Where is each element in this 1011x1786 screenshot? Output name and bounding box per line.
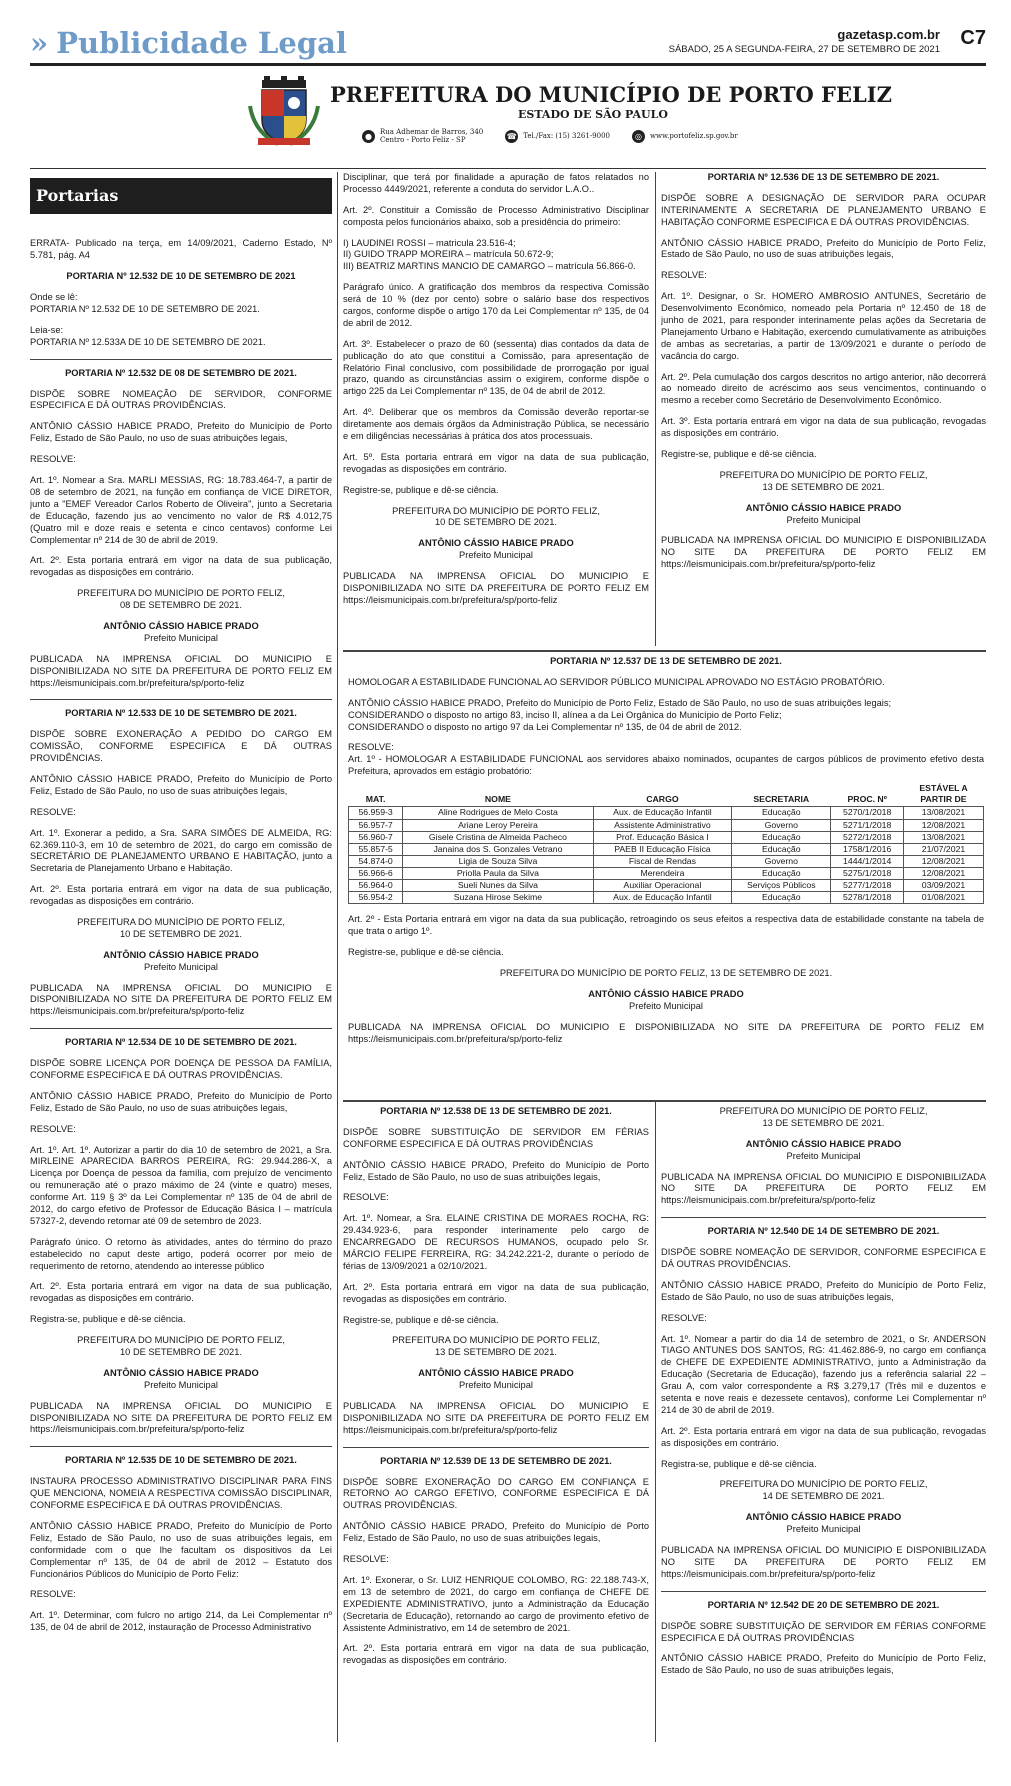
leia-se: Leia-se: PORTARIA Nº 12.533A DE 10 DE SETEMBRO DE 2021. bbox=[30, 324, 266, 347]
location-pin-icon: ● bbox=[362, 130, 375, 143]
article: RESOLVE: Art. 1º - HOMOLOGAR A ESTABILIDADE FUNCIONAL aos servidores abaixo nominados, ocupantes de cargos públicos de provimento efetivo desta Prefeitura, aprovados em estágio probatório: bbox=[348, 742, 984, 777]
address bbox=[362, 128, 483, 144]
divider bbox=[30, 168, 986, 169]
article: Art. 1º. Exonerar a pedido, a Sra. SARA SIMÕES DE ALMEIDA, RG: 62.369.110-3, em 10 de setembro de 2021, do cargo em comissão de SECRETÁRIO DE PLANEJAMENTO URBANO E HABITAÇÃO, junto a Secretaria de Planejamento Urbano e Habitação. bbox=[30, 827, 332, 874]
table-header-row bbox=[349, 782, 984, 807]
cell-proc: 1758/1/2016 bbox=[831, 843, 904, 855]
closing: Registra-se, publique e dê-se ciência. bbox=[661, 1458, 817, 1469]
article: Art. 1º. Exonerar, o Sr. LUIZ HENRIQUE COLOMBO, RG: 22.188.743-X, em 13 de setembro de 2021, do cargo em confiança de CHEFE DE EXPEDIENTE ADMINISTRATIVO, junto a Administração da Educação (Secretaria de Educação), retornando ao cargo de provimento efetivo de Assistente Administrativo, em 14 de setembro de 2021. bbox=[343, 1574, 649, 1633]
ementa: DISPÕE SOBRE NOMEAÇÃO DE SERVIDOR, CONFORME ESPECIFICA E DÁ OUTRAS PROVIDÊNCIAS. bbox=[661, 1247, 986, 1270]
cell-secretaria: Serviços Públicos bbox=[732, 880, 831, 892]
signer-role: Prefeito Municipal bbox=[459, 1380, 533, 1391]
cell-mat: 56.959-3 bbox=[349, 807, 403, 819]
place-date: PREFEITURA DO MUNICÍPIO DE PORTO FELIZ, 13 DE SETEMBRO DE 2021. bbox=[499, 968, 833, 979]
cell-estavel: 12/08/2021 bbox=[904, 855, 984, 867]
phone-icon: ☎ bbox=[506, 131, 517, 141]
cell-estavel: 21/07/2021 bbox=[904, 843, 984, 855]
portaria-heading: PORTARIA Nº 12.532 DE 10 DE SETEMBRO DE 2021 bbox=[66, 271, 296, 282]
publication-note: PUBLICADA NA IMPRENSA OFICIAL DO MUNICIPIO E DISPONIBILIZADA NO SITE DA PREFEITURA DE PORTO FELIZ EM https://leismunicipais.com.br/prefeitura/sp/porto-feliz bbox=[348, 1021, 984, 1044]
portaria-heading: PORTARIA Nº 12.542 DE 20 DE SETEMBRO DE 2021. bbox=[707, 1599, 940, 1610]
cell-estavel: 13/08/2021 bbox=[904, 831, 984, 843]
closing: Registre-se, publique e dê-se ciência. bbox=[661, 449, 817, 460]
preamble: ANTÔNIO CÁSSIO HABICE PRADO, Prefeito do Município de Porto Feliz, Estado de São Paulo, no uso de suas atribuições legais, bbox=[30, 1090, 332, 1113]
signer-role: Prefeito Municipal bbox=[144, 1379, 218, 1390]
paragraph: Parágrafo único. O retorno às atividades, antes do término do prazo estabelecido no caput deste artigo, poderá ocorrer por meio de requerimento de retorno, atendendo ao interesse público bbox=[30, 1236, 332, 1271]
column-3-bottom bbox=[661, 1106, 986, 1742]
signer-name: ANTÔNIO CÁSSIO HABICE PRADO bbox=[745, 1138, 902, 1149]
preamble: ANTÔNIO CÁSSIO HABICE PRADO, Prefeito do Município de Porto Feliz, Estado de São Paulo, no uso de suas atribuições legais, em conformidade com o que lhe facultam os dispositivos da Lei Complementar nº 135, de 04 de abril de 2012 – Estatuto dos Funcionários Públicos do Município de Porto Feliz: bbox=[30, 1520, 332, 1579]
column-2-bottom bbox=[343, 1106, 649, 1742]
cell-proc: 5277/1/2018 bbox=[831, 880, 904, 892]
signer-role: Prefeito Municipal bbox=[144, 632, 218, 643]
cell-cargo: Assistente Administrativo bbox=[593, 819, 732, 831]
signer-role: Prefeito Municipal bbox=[786, 514, 861, 525]
resolve: RESOLVE: bbox=[30, 1589, 76, 1600]
cell-proc: 1444/1/2014 bbox=[831, 855, 904, 867]
cell-cargo: Aux. de Educação Infantil bbox=[593, 807, 732, 819]
preamble: ANTÔNIO CÁSSIO HABICE PRADO, Prefeito do Município de Porto Feliz, Estado de São Paulo, no uso de suas atribuições legais; CONSIDERANDO o disposto no artigo 83, inciso II, alínea a da Lei Orgânica do Município de Porto Feliz; CONSIDERANDO o disposto no artigo 97 da Lei Complementar nº 135, de 04 de abril de 2012. bbox=[348, 697, 892, 732]
globe-icon: ◎ bbox=[632, 130, 645, 143]
table-row bbox=[349, 868, 984, 880]
cell-nome: Gisele Cristina de Almeida Pacheco bbox=[403, 831, 593, 843]
place-date: PREFEITURA DO MUNICÍPIO DE PORTO FELIZ, 10 DE SETEMBRO DE 2021. bbox=[77, 1335, 285, 1358]
cell-mat: 55.857-5 bbox=[349, 843, 403, 855]
cell-secretaria: Educação bbox=[732, 843, 831, 855]
article: Art. 2º. Esta portaria entrará em vigor na data de sua publicação, revogadas as disposições em contrário. bbox=[661, 1425, 986, 1448]
cell-proc: 5278/1/2018 bbox=[831, 892, 904, 904]
article: Art. 2º. Pela cumulação dos cargos descritos no artigo anterior, não decorrerá ao nomeado direito de acréscimo aos seus vencimentos, continuando o mesmo a receber como Secretário de Desenvolvimento Econômico. bbox=[661, 371, 986, 406]
preamble: ANTÔNIO CÁSSIO HABICE PRADO, Prefeito do Município de Porto Feliz, Estado de São Paulo, no uso de suas atribuições legais, bbox=[661, 1653, 986, 1676]
cell-mat: 56.960-7 bbox=[349, 831, 403, 843]
cell-nome: Suzana Hirose Sekime bbox=[403, 892, 593, 904]
publication-note: PUBLICADA NA IMPRENSA OFICIAL DO MUNICIPIO E DISPONIBILIZADA NO SITE DA PREFEITURA DE PORTO FELIZ EM https://leismunicipais.com.br/prefeitura/sp/porto-feliz bbox=[661, 1171, 986, 1206]
paragraph: Parágrafo único. A gratificação dos membros da respectiva Comissão será de 10 % (dez por cento) sobre o salário base dos respectivos cargos, conforme dispõe o artigo 170 da Lei Complementar nº 135, de 04 de abril de 2012. bbox=[343, 282, 649, 328]
article: Art. 3º. Esta portaria entrará em vigor na data de sua publicação, revogadas as disposições em contrário. bbox=[661, 416, 986, 439]
cell-proc: 5271/1/2018 bbox=[831, 819, 904, 831]
article: Art. 2º. Esta portaria entrará em vigor na data de sua publicação, revogadas as disposições em contrário. bbox=[30, 1281, 332, 1304]
closing: Registre-se, publique e dê-se ciência. bbox=[343, 484, 499, 495]
column-rule bbox=[655, 1102, 656, 1742]
cell-proc: 5272/1/2018 bbox=[831, 831, 904, 843]
article: Art. 4º. Deliberar que os membros da Comissão deverão reportar-se diretamente aos demais órgãos da Administração Pública, se necessário e em diligências necessárias à prática dos atos processuais. bbox=[343, 407, 649, 442]
preamble: ANTÔNIO CÁSSIO HABICE PRADO, Prefeito do Município de Porto Feliz, Estado de São Paulo, no uso de suas atribuições legais, bbox=[30, 421, 332, 444]
prefeitura-title: PREFEITURA DO MUNICÍPIO DE PORTO FELIZ bbox=[330, 82, 892, 107]
col-mat: MAT. bbox=[365, 794, 386, 805]
article: Art. 5º. Esta portaria entrará em vigor na data de sua publicação, revogadas as disposições em contrário. bbox=[343, 451, 649, 474]
cell-mat: 56.954-2 bbox=[349, 892, 403, 904]
cell-estavel: 12/08/2021 bbox=[904, 868, 984, 880]
preamble: ANTÔNIO CÁSSIO HABICE PRADO, Prefeito do Município de Porto Feliz, Estado de São Paulo, no uso de suas atribuições legais, bbox=[30, 773, 332, 796]
cell-mat: 56.964-0 bbox=[349, 880, 403, 892]
signer-role: Prefeito Municipal bbox=[629, 1000, 703, 1011]
resolve: RESOLVE: bbox=[30, 1123, 76, 1134]
ementa: DISPÕE SOBRE SUBSTITUIÇÃO DE SERVIDOR EM FÉRIAS CONFORME ESPECIFICA E DÁ OUTRAS PROVIDÊNCIAS bbox=[661, 1620, 986, 1643]
masthead bbox=[30, 22, 986, 66]
col-cargo: CARGO bbox=[646, 794, 679, 805]
article: Art. 2º. Esta portaria entrará em vigor na data de sua publicação, revogadas as disposições em contrário. bbox=[30, 884, 332, 907]
column-rule bbox=[337, 172, 338, 1742]
resolve: RESOLVE: bbox=[661, 270, 707, 281]
cell-nome: Ariane Leroy Pereira bbox=[403, 819, 593, 831]
site-url: gazetasp.com.br bbox=[837, 27, 940, 42]
cell-nome: Aline Rodrigues de Melo Costa bbox=[403, 807, 593, 819]
article: Art. 1º. Nomear, a Sra. ELAINE CRISTINA DE MORAES ROCHA, RG: 29.434.923-6, para responder interinamente pelo cargo de ENCARREGADO DE RECURSOS HUMANOS, ocupado pelo Sr. MÁRCIO FELIPE FERREIRA, RG: 34.242.221-2, durante o período de férias de 13/09/2021 a 02/10/2021. bbox=[343, 1213, 649, 1271]
portaria-heading: PORTARIA Nº 12.540 DE 14 DE SETEMBRO DE 2021. bbox=[707, 1226, 940, 1237]
table-body bbox=[349, 807, 984, 904]
phone-text: Tel./Fax: (15) 3261-9000 bbox=[523, 132, 610, 140]
signer-role: Prefeito Municipal bbox=[144, 961, 218, 972]
article: Art. 2º - Esta Portaria entrará em vigor na data da sua publicação, retroagindo os seus efeitos a respectiva data de estabilidade constante na tabela de que trata o artigo 1º. bbox=[348, 914, 984, 937]
portaria-heading: PORTARIA Nº 12.533 DE 10 DE SETEMBRO DE 2021. bbox=[65, 708, 297, 719]
cell-estavel: 13/08/2021 bbox=[904, 807, 984, 819]
cell-secretaria: Educação bbox=[732, 868, 831, 880]
ementa: DISPÕE SOBRE NOMEAÇÃO DE SERVIDOR, CONFORME ESPECIFICA E DÁ OUTRAS PROVIDÊNCIAS. bbox=[30, 388, 332, 411]
article: Art. 2º. Esta portaria entrará em vigor na data de sua publicação, revogadas as disposições em contrário. bbox=[343, 1281, 649, 1304]
signer-role: Prefeito Municipal bbox=[459, 550, 533, 561]
closing: Registre-se, publique e dê-se ciência. bbox=[343, 1314, 499, 1325]
portaria-heading: PORTARIA Nº 12.535 DE 10 DE SETEMBRO DE 2021. bbox=[65, 1455, 297, 1466]
cell-secretaria: Governo bbox=[732, 819, 831, 831]
cell-cargo: PAEB II Educação Física bbox=[593, 843, 732, 855]
publication-note: PUBLICADA NA IMPRENSA OFICIAL DO MUNICIPIO E DISPONIBILIZADA NO SITE DA PREFEITURA DE PORTO FELIZ EM https://leismunicipais.com.br/prefeitura/sp/porto-feliz bbox=[30, 1400, 332, 1435]
portaria-heading: PORTARIA Nº 12.537 DE 13 DE SETEMBRO DE 2021. bbox=[550, 656, 782, 666]
stability-table bbox=[348, 782, 984, 904]
divider bbox=[30, 1028, 332, 1029]
table-row bbox=[349, 807, 984, 819]
cell-estavel: 01/08/2021 bbox=[904, 892, 984, 904]
closing: Registre-se, publique e dê-se ciência. bbox=[348, 947, 504, 958]
cell-nome: Priolla Paula da Silva bbox=[403, 868, 593, 880]
cell-cargo: Merendeira bbox=[593, 868, 732, 880]
table-row bbox=[349, 831, 984, 843]
resolve: RESOLVE: bbox=[661, 1312, 707, 1323]
signer-name: ANTÔNIO CÁSSIO HABICE PRADO bbox=[588, 988, 744, 999]
cell-mat: 54.874-0 bbox=[349, 855, 403, 867]
cell-secretaria: Educação bbox=[732, 892, 831, 904]
divider bbox=[661, 1217, 986, 1218]
article: Art. 2º. Constituir a Comissão de Processo Administrativo Disciplinar composta pelos funcionários abaixo, sob a presidência do primeiro: bbox=[343, 204, 649, 227]
cell-cargo: Aux. de Educação Infantil bbox=[593, 892, 732, 904]
table-row bbox=[349, 843, 984, 855]
column-3-top bbox=[661, 172, 986, 646]
ementa: DISPÕE SOBRE A DESIGNAÇÃO DE SERVIDOR PARA OCUPAR INTERINAMENTE A SECRETARIA DE PLANEJAMENTO URBANO E HABITAÇÃO CONFORME ESPECIFICA E DÁ OUTRAS PROVIDÊNCIAS. bbox=[661, 192, 986, 227]
double-chevron-icon: » bbox=[30, 26, 43, 60]
errata: ERRATA- Publicado na terça, em 14/09/2021, Caderno Estado, Nº 5.781, pág. A4 bbox=[30, 238, 332, 261]
table-row bbox=[349, 819, 984, 831]
publication-note: PUBLICADA NA IMPRENSA OFICIAL DO MUNICIPIO E DISPONIBILIZADA NO SITE DA PREFEITURA DE PORTO FELIZ EM https://leismunicipais.com.br/prefeitura/sp/porto-feliz bbox=[343, 571, 649, 605]
preamble: ANTÔNIO CÁSSIO HABICE PRADO, Prefeito do Município de Porto Feliz, Estado de São Paulo, no uso de suas atribuições legais, bbox=[661, 237, 986, 260]
place-date: PREFEITURA DO MUNICÍPIO DE PORTO FELIZ, 08 DE SETEMBRO DE 2021. bbox=[77, 588, 285, 611]
portarias-heading: Portarias bbox=[30, 178, 332, 214]
divider bbox=[30, 359, 332, 360]
cell-secretaria: Educação bbox=[732, 831, 831, 843]
cell-cargo: Prof. Educação Básica I bbox=[593, 831, 732, 843]
signer-name: ANTÔNIO CÁSSIO HABICE PRADO bbox=[745, 502, 902, 513]
cell-nome: Ligia de Souza Silva bbox=[403, 855, 593, 867]
section-rule bbox=[343, 650, 986, 652]
table-row bbox=[349, 892, 984, 904]
resolve: RESOLVE: bbox=[30, 806, 76, 817]
preamble: ANTÔNIO CÁSSIO HABICE PRADO, Prefeito do Município de Porto Feliz, Estado de São Paulo, no uso de suas atribuições legais, bbox=[343, 1159, 649, 1182]
place-date: PREFEITURA DO MUNICÍPIO DE PORTO FELIZ, 10 DE SETEMBRO DE 2021. bbox=[77, 916, 285, 939]
cell-estavel: 12/08/2021 bbox=[904, 819, 984, 831]
signer-name: ANTÔNIO CÁSSIO HABICE PRADO bbox=[418, 1368, 574, 1379]
article: Art. 2º. Esta portaria entrará em vigor na data de sua publicação, revogadas as disposições em contrário. bbox=[343, 1643, 649, 1666]
cell-proc: 5270/1/2018 bbox=[831, 807, 904, 819]
address-line1: Rua Adhemar de Barros, 340 bbox=[380, 128, 484, 136]
ementa: DISPÕE SOBRE EXONERAÇÃO DO CARGO EM CONFIANÇA E RETORNO AO CARGO EFETIVO, CONFORME ESPECIFICA E DÁ OUTRAS PROVIDÊNCIAS. bbox=[343, 1476, 649, 1511]
table-row bbox=[349, 880, 984, 892]
cell-cargo: Fiscal de Rendas bbox=[593, 855, 732, 867]
cell-cargo: Auxiliar Operacional bbox=[593, 880, 732, 892]
publication-note: PUBLICADA NA IMPRENSA OFICIAL DO MUNICIPIO E DISPONIBILIZADA NO SITE DA PREFEITURA DE PORTO FELIZ EM https://leismunicipais.com.br/prefeitura/sp/porto-feliz bbox=[661, 535, 986, 570]
article: Art. 1º. Designar, o Sr. HOMERO AMBROSIO ANTUNES, Secretário de Desenvolvimento Econômico, nomeado pela Portaria nº 12.450 de 18 de junho de 2021, para responder interinamente pelas ações da Secretaria de Planejamento Urbano e Habitação, exercendo cumulativamente as atribuições de ambas as secretarias, a partir de 13/09/2021 e durante o período de vacância do cargo. bbox=[661, 291, 986, 361]
divider bbox=[30, 699, 332, 700]
resolve: RESOLVE: bbox=[30, 454, 76, 465]
portaria-heading: PORTARIA Nº 12.539 DE 13 DE SETEMBRO DE 2021. bbox=[380, 1455, 612, 1466]
article: Art. 3º. Estabelecer o prazo de 60 (sessenta) dias contados da data de publicação do ato que constitui a Comissão, para apresentação de Relatório Final conclusivo, com possibilidade de prorrogação por igual prazo, quando as circunstâncias assim o exigirem, conforme dispõe o artigo 225 da Lei Complementar nº 135, de 04 de abril de 2012. bbox=[343, 338, 649, 397]
signer-role: Prefeito Municipal bbox=[786, 1150, 861, 1161]
column-2-top bbox=[343, 172, 649, 646]
cell-estavel: 03/09/2021 bbox=[904, 880, 984, 892]
publication-note: PUBLICADA NA IMPRENSA OFICIAL DO MUNICIPIO E DISPONIBILIZADA NO SITE DA PREFEITURA DE PORTO FELIZ EM https://leismunicipais.com.br/prefeitura/sp/porto-feliz bbox=[30, 982, 332, 1017]
place-date: PREFEITURA DO MUNICÍPIO DE PORTO FELIZ, 14 DE SETEMBRO DE 2021. bbox=[719, 1479, 928, 1502]
page-number: C7 bbox=[960, 27, 986, 49]
cell-secretaria: Governo bbox=[732, 855, 831, 867]
divider bbox=[343, 1447, 649, 1448]
closing: Registra-se, publique e dê-se ciência. bbox=[30, 1314, 186, 1325]
cell-nome: Sueli Nunes da Silva bbox=[403, 880, 593, 892]
article: Art. 1º. Determinar, com fulcro no artigo 214, da Lei Complementar nº 135, de 04 de abril de 2012, instauração de Processo Administrativo bbox=[30, 1610, 332, 1633]
place-date: PREFEITURA DO MUNICÍPIO DE PORTO FELIZ, 13 DE SETEMBRO DE 2021. bbox=[392, 1335, 600, 1358]
place-date: PREFEITURA DO MUNICÍPIO DE PORTO FELIZ, 13 DE SETEMBRO DE 2021. bbox=[719, 469, 928, 492]
prefeitura-subtitle: ESTADO DE SÃO PAULO bbox=[518, 108, 668, 121]
col-proc: PROC. Nº bbox=[847, 794, 887, 805]
cell-proc: 5275/1/2018 bbox=[831, 868, 904, 880]
phone bbox=[505, 128, 610, 144]
publication-note: PUBLICADA NA IMPRENSA OFICIAL DO MUNICIPIO E DISPONIBILIZADA NO SITE DA PREFEITURA DE PORTO FELIZ EM https://leismunicipais.com.br/prefeitura/sp/porto-feliz bbox=[343, 1401, 649, 1435]
column-rule bbox=[655, 172, 656, 646]
ementa: HOMOLOGAR A ESTABILIDADE FUNCIONAL AO SERVIDOR PÚBLICO MUNICIPAL APROVADO NO ESTÁGIO PROBATÓRIO. bbox=[348, 676, 885, 687]
edition-date: SÁBADO, 25 A SEGUNDA-FEIRA, 27 DE SETEMBRO DE 2021 bbox=[668, 44, 940, 55]
table-row bbox=[349, 855, 984, 867]
signer-name: ANTÔNIO CÁSSIO HABICE PRADO bbox=[103, 1367, 259, 1378]
member-list: I) LAUDINEI ROSSI – matricula 23.516-4; II) GUIDO TRAPP MOREIRA – matrícula 50.672-9; III) BEATRIZ MARTINS MANCIO DE CAMARGO – matrícula 56.866-0. bbox=[343, 237, 636, 272]
address-line2: Centro - Porto Feliz - SP bbox=[380, 136, 466, 144]
ementa: INSTAURA PROCESSO ADMINISTRATIVO DISCIPLINAR PARA FINS QUE MENCIONA, NOMEIA A RESPECTIVA COMISSÃO DISCIPLINAR, CONFORME ESPECIFICA E DÁ OUTRAS PROVIDÊNCIAS. bbox=[30, 1476, 332, 1511]
prefeitura-header bbox=[30, 72, 986, 170]
divider bbox=[661, 1591, 986, 1592]
ementa: DISPÕE SOBRE EXONERAÇÃO A PEDIDO DO CARGO EM COMISSÃO, CONFORME ESPECIFICA E DÁ OUTRAS PROVIDÊNCIAS. bbox=[30, 729, 332, 764]
signer-name: ANTÔNIO CÁSSIO HABICE PRADO bbox=[103, 949, 259, 960]
place-date: PREFEITURA DO MUNICÍPIO DE PORTO FELIZ, 10 DE SETEMBRO DE 2021. bbox=[392, 505, 600, 528]
ementa: DISPÕE SOBRE LICENÇA POR DOENÇA DE PESSOA DA FAMÍLIA, CONFORME ESPECIFICA E DÁ OUTRAS PROVIDÊNCIAS. bbox=[30, 1058, 332, 1080]
signer-role: Prefeito Municipal bbox=[786, 1524, 861, 1535]
preamble: ANTÔNIO CÁSSIO HABICE PRADO, Prefeito do Município de Porto Feliz, Estado de São Paulo, no uso de suas atribuições legais, bbox=[661, 1279, 986, 1302]
continuation: Disciplinar, que terá por finalidade a apuração de fatos relatados no Processo 4449/2021, referente a conduta do servidor L.A.O.. bbox=[343, 172, 649, 194]
col-secretaria: SECRETARIA bbox=[753, 794, 810, 805]
portaria-heading: PORTARIA Nº 12.538 DE 13 DE SETEMBRO DE 2021. bbox=[380, 1106, 612, 1116]
preamble: ANTÔNIO CÁSSIO HABICE PRADO, Prefeito do Município de Porto Feliz, Estado de São Paulo, no uso de suas atribuições legais, bbox=[343, 1521, 649, 1544]
col-estavel: ESTÁVEL A PARTIR DE bbox=[919, 783, 968, 805]
signer-name: ANTÔNIO CÁSSIO HABICE PRADO bbox=[103, 620, 259, 631]
article: Art. 1º. Nomear a Sra. MARLI MESSIAS, RG: 18.783.464-7, a partir de 08 de setembro de 2021, na função em confiança de VICE DIRETOR, junto a "EMEF Vereador Carlos Roberto de Oliveira", junto a Secretaria de Educação, fazendo jus ao vencimento no valor de R$ 4.012,75 (Quatro mil e doze reais e setenta e cinco centavos) conforme Lei Complementar nº 214 de 30 de abril de 2019. bbox=[30, 475, 332, 545]
onde-se-le: Onde se lê: PORTARIA Nº 12.532 DE 10 DE SETEMBRO DE 2021. bbox=[30, 292, 260, 315]
section-rule bbox=[343, 1100, 986, 1102]
divider bbox=[30, 1446, 332, 1447]
contacts bbox=[362, 128, 738, 144]
cell-secretaria: Educação bbox=[732, 807, 831, 819]
article: Art. 1º. Nomear a partir do dia 14 de setembro de 2021, o Sr. ANDERSON TIAGO ANTUNES DOS SANTOS, RG: 41.462.886-9, no cargo em confiança de CHEFE DE EXPEDIENTE ADMINISTRATIVO, junto a Administração da Educação (Secretaria de Educação), fazendo jus a referência salarial 22 – Grau A, com valor correspondente a R$ 3.279,17 (Três mil e duzentos e setenta e nove reais e dezessete centavos), conforme Lei Complementar nº 214 de 30 de abril de 2019. bbox=[661, 1333, 986, 1415]
signer-name: ANTÔNIO CÁSSIO HABICE PRADO bbox=[745, 1512, 902, 1523]
article: Art. 1º. Art. 1º. Autorizar a partir do dia 10 de setembro de 2021, a Sra. MIRLEINE APARECIDA BARROS PEREIRA, RG: 29.944.286-X, a Licença por Doença de pessoa da família, com prejuízo de vencimento ou remuneração até o prazo máximo de 24 (vinte e quatro) meses, conforme Art. 119 § 3º da Lei Complementar nº 135 de 04 de abril de 2012, do cargo efetivo de Professor de Educação Básica I – matrícula 57327-2, devendo retornar até 09 de setembro de 2023. bbox=[30, 1144, 332, 1226]
portaria-12537 bbox=[348, 656, 984, 1096]
website-text: www.portofeliz.sp.gov.br bbox=[650, 132, 738, 140]
signer-name: ANTÔNIO CÁSSIO HABICE PRADO bbox=[418, 538, 574, 549]
cell-nome: Janaina dos S. Gonzales Vetrano bbox=[403, 843, 593, 855]
section-title: » Publicidade Legal bbox=[30, 26, 347, 60]
column-1 bbox=[30, 178, 332, 1738]
publication-note: PUBLICADA NA IMPRENSA OFICIAL DO MUNICIPIO E DISPONIBILIZADA NO SITE DA PREFEITURA DE PORTO FELIZ EM https://leismunicipais.com.br/prefeitura/sp/porto-feliz bbox=[30, 653, 332, 688]
cell-mat: 56.966-6 bbox=[349, 868, 403, 880]
ementa: DISPÕE SOBRE SUBSTITUIÇÃO DE SERVIDOR EM FÉRIAS CONFORME ESPECIFICA E DÁ OUTRAS PROVIDÊNCIAS bbox=[343, 1126, 649, 1149]
resolve: RESOLVE: bbox=[343, 1192, 389, 1203]
website bbox=[632, 128, 738, 144]
col-nome: NOME bbox=[484, 794, 511, 805]
municipal-crest-icon bbox=[248, 76, 320, 148]
resolve: RESOLVE: bbox=[343, 1554, 389, 1565]
portaria-heading: PORTARIA Nº 12.532 DE 08 DE SETEMBRO DE 2021. bbox=[65, 367, 297, 378]
cell-mat: 56.957-7 bbox=[349, 819, 403, 831]
portaria-heading: PORTARIA Nº 12.534 DE 10 DE SETEMBRO DE 2021. bbox=[65, 1037, 297, 1048]
publication-note: PUBLICADA NA IMPRENSA OFICIAL DO MUNICIPIO E DISPONIBILIZADA NO SITE DA PREFEITURA DE PORTO FELIZ EM https://leismunicipais.com.br/prefeitura/sp/porto-feliz bbox=[661, 1545, 986, 1579]
place-date: PREFEITURA DO MUNICÍPIO DE PORTO FELIZ, 13 DE SETEMBRO DE 2021. bbox=[719, 1106, 928, 1128]
article: Art. 2º. Esta portaria entrará em vigor na data de sua publicação, revogadas as disposições em contrário. bbox=[30, 555, 332, 578]
portaria-heading: PORTARIA Nº 12.536 DE 13 DE SETEMBRO DE 2021. bbox=[707, 172, 940, 182]
